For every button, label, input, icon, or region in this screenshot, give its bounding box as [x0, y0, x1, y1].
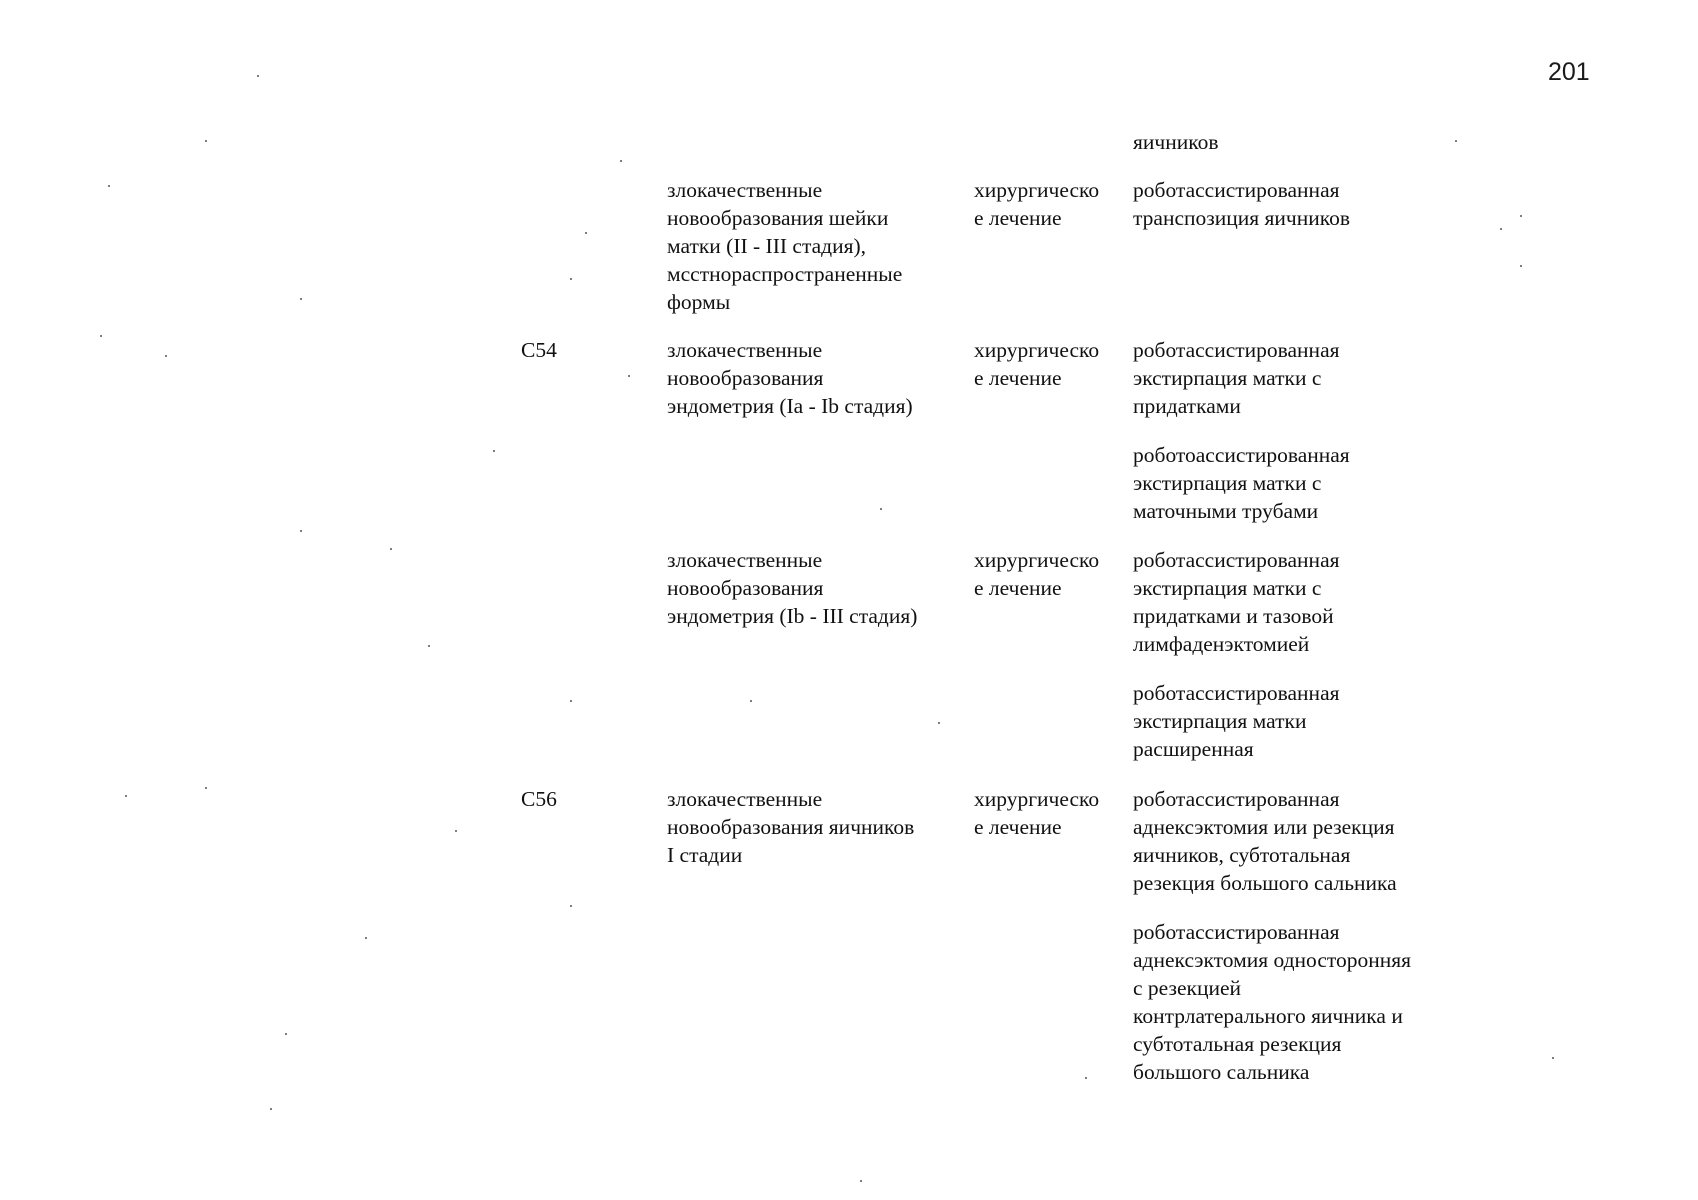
diagnosis-cell: злокачественные новообразования яичников I стадии — [667, 787, 915, 867]
treatment-method-cell: хирургическо е лечение — [974, 338, 1100, 390]
scan-speck — [1500, 228, 1502, 230]
diagnosis-cell: злокачественные новообразования эндометрия (Ib - III стадия) — [667, 548, 918, 628]
scan-speck — [620, 160, 622, 162]
operation-cell: роботассистированная экстирпация матки расширенная — [1133, 681, 1340, 761]
scan-speck — [108, 185, 110, 187]
scan-speck — [1455, 140, 1457, 142]
scan-speck — [570, 700, 572, 702]
diagnosis-cell: злокачественные новообразования эндометрия (Ia - Ib стадия) — [667, 338, 913, 418]
treatment-method-cell: хирургическо е лечение — [974, 548, 1100, 600]
scan-speck — [750, 700, 752, 702]
scan-speck — [1520, 265, 1522, 267]
scan-speck — [205, 787, 207, 789]
scan-speck — [628, 375, 630, 377]
scan-speck — [860, 1180, 862, 1182]
scan-speck — [165, 355, 167, 357]
scan-speck — [270, 1108, 272, 1110]
icd-code-cell: C54 — [521, 338, 557, 362]
operation-cell: роботассистированная экстирпация матки с придатками и тазовой лимфаденэктомией — [1133, 548, 1340, 656]
scan-speck — [285, 1033, 287, 1035]
scan-speck — [365, 937, 367, 939]
treatment-method-cell: хирургическо е лечение — [974, 787, 1100, 839]
scan-speck — [1085, 1077, 1087, 1079]
scan-speck — [428, 645, 430, 647]
diagnosis-cell: злокачественные новообразования шейки матки (II - III стадия), мсстнораспространенные формы — [667, 178, 903, 314]
scan-speck — [257, 75, 259, 77]
treatment-method-cell: хирургическо е лечение — [974, 178, 1100, 230]
scan-speck — [205, 140, 207, 142]
icd-code-cell: C56 — [521, 787, 557, 811]
scan-speck — [1552, 1057, 1554, 1059]
scan-speck — [585, 232, 587, 234]
operation-cell: яичников — [1133, 130, 1219, 154]
page-number: 201 — [1548, 58, 1590, 86]
operation-cell: роботоассистированная экстирпация матки с маточными трубами — [1133, 443, 1350, 523]
scan-speck — [100, 335, 102, 337]
scan-speck — [1520, 215, 1522, 217]
operation-cell: роботассистированная аднексэктомия или резекция яичников, субтотальная резекция большого сальника — [1133, 787, 1397, 895]
operation-cell: роботассистированная аднексэктомия односторонняя с резекцией контрлатерального яичника и субтотальная резекция большого сальника — [1133, 920, 1412, 1084]
operation-cell: роботассистированная транспозиция яичников — [1133, 178, 1351, 230]
scan-speck — [493, 450, 495, 452]
scan-speck — [455, 830, 457, 832]
scan-speck — [880, 508, 882, 510]
scan-speck — [300, 298, 302, 300]
scan-speck — [570, 278, 572, 280]
scan-speck — [300, 530, 302, 532]
scan-speck — [125, 795, 127, 797]
scan-speck — [570, 905, 572, 907]
scan-speck — [938, 722, 940, 724]
scan-speck — [390, 548, 392, 550]
operation-cell: роботассистированная экстирпация матки с придатками — [1133, 338, 1340, 418]
